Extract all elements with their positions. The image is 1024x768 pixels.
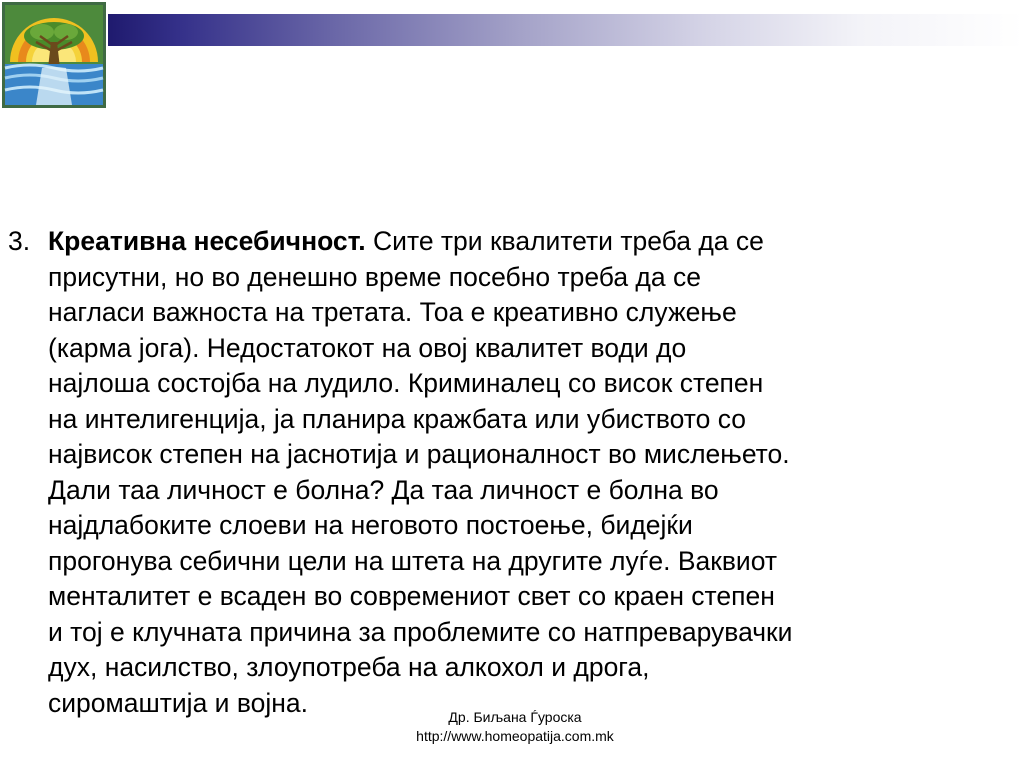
text-line: најдлабоките слоеви на неговото постоење, бидејќи (48, 510, 693, 540)
slide-content (8, 224, 1018, 721)
tree-sun-water-logo-icon (2, 2, 106, 108)
header-gradient-band (108, 14, 1024, 46)
text-line: и тој е клучната причина за проблемите со натпреварувачки (48, 616, 793, 647)
text-line: присутни, но во денешно време посебно треба да се (48, 261, 701, 292)
item-text (48, 224, 1018, 721)
footer (390, 708, 640, 746)
text-line: (карма јога). Недостатокот на овој квалитет води до (48, 332, 687, 363)
text-line: нагласи важноста на третата. Тоа е креативно служење (48, 297, 737, 327)
text-line: Дали таа личност е болна? Да таа личност е болна во (48, 474, 719, 505)
text-line: сиромаштија и војна. (48, 687, 308, 718)
list-item (8, 224, 1018, 721)
text-line-1-rest: Сите три квалитети треба да се (365, 226, 764, 256)
item-number: 3. (8, 226, 31, 256)
text-line: најлоша состојба на лудило. Криминалец со висок степен (48, 368, 764, 398)
footer-url: http://www.homeopatija.com.mk (416, 728, 614, 744)
text-line: прогонува себични цели на штета на другите луѓе. Ваквиот (48, 545, 778, 576)
text-line (48, 224, 1018, 260)
text-line: дух, насилство, злоупотреба на алкохол и дрога, (48, 652, 650, 682)
text-line: највисок степен на јаснотија и рационалност во мислењето. (48, 439, 790, 469)
text-line: на интелигенција, ја планира кражбата или убиството со (48, 403, 747, 434)
term-heading: Креативна несебичност. (48, 226, 366, 256)
logo (2, 2, 106, 108)
footer-author: Др. Биљана Ѓуроска (448, 709, 582, 725)
text-line: менталитет е всаден во современиот свет со краен степен (48, 581, 775, 611)
